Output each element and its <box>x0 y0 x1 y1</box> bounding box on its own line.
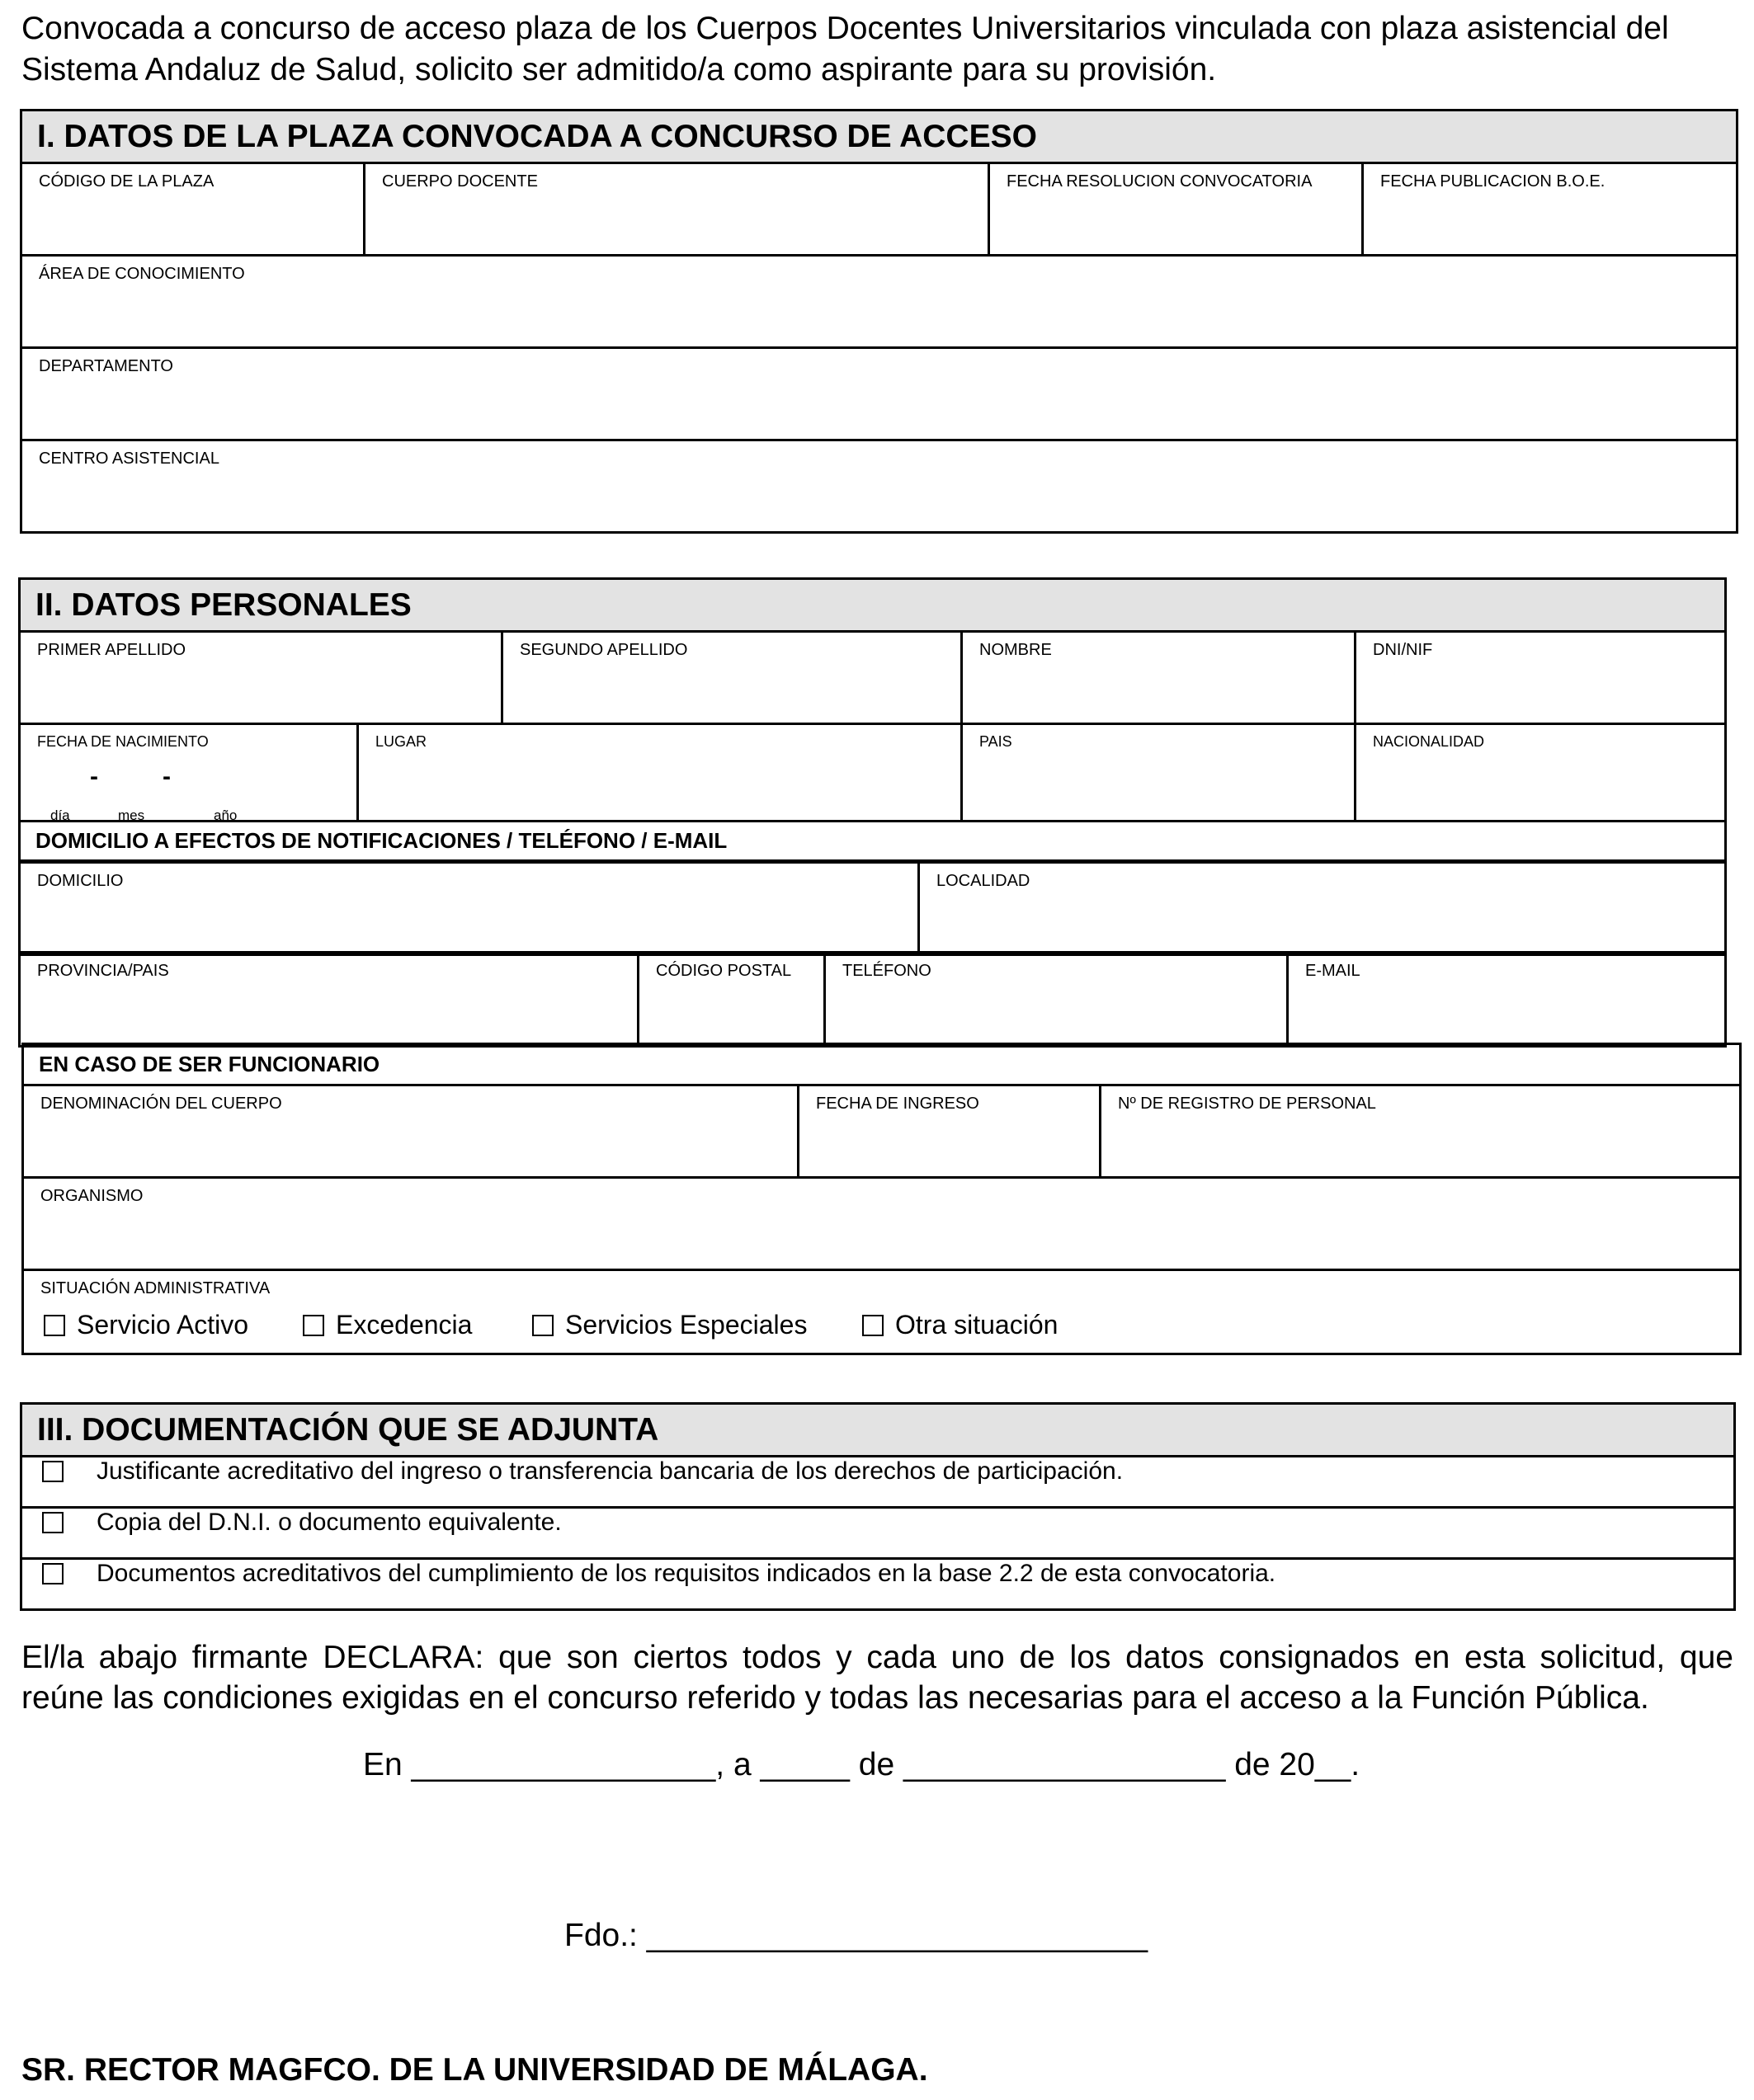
nacionalidad-label: NACIONALIDAD <box>1373 733 1485 750</box>
date-separator-2: - <box>163 763 171 790</box>
provincia-label: PROVINCIA/PAIS <box>37 962 169 980</box>
checkbox-icon[interactable] <box>862 1315 884 1336</box>
mes-label: mes <box>118 808 145 823</box>
checkbox-icon[interactable] <box>532 1315 554 1336</box>
pais-field[interactable] <box>962 724 1356 822</box>
cuerpo-docente-label: CUERPO DOCENTE <box>382 172 538 191</box>
doc-item[interactable] <box>21 1457 1735 1508</box>
anio-label: año <box>214 808 238 823</box>
section-funcionario <box>21 1043 1742 1355</box>
nombre-label: NOMBRE <box>979 641 1052 659</box>
option-label: Otra situación <box>895 1310 1059 1340</box>
option-otra-situacion[interactable] <box>862 1310 1058 1340</box>
option-servicios-especiales[interactable] <box>532 1310 862 1340</box>
doc-item-label: Copia del D.N.I. o documento equivalente. <box>97 1509 562 1536</box>
fecha-nacimiento-label: FECHA DE NACIMIENTO <box>37 733 209 750</box>
segundo-apellido-label: SEGUNDO APELLIDO <box>520 641 688 659</box>
codigo-postal-field[interactable] <box>639 953 825 1047</box>
option-label: Servicios Especiales <box>565 1310 808 1340</box>
centro-asistencial-field[interactable] <box>21 440 1737 533</box>
checkbox-icon[interactable] <box>42 1512 64 1533</box>
domicilio-header: DOMICILIO A EFECTOS DE NOTIFICACIONES / TELÉFONO / E-MAIL <box>20 822 1726 861</box>
telefono-label: TELÉFONO <box>842 962 931 980</box>
domicilio-label: DOMICILIO <box>37 872 124 890</box>
situacion-field <box>23 1270 1741 1354</box>
organismo-field[interactable] <box>23 1178 1741 1270</box>
fecha-ingreso-label: FECHA DE INGRESO <box>816 1095 979 1113</box>
checkbox-icon[interactable] <box>303 1315 324 1336</box>
codigo-plaza-field[interactable] <box>21 163 365 256</box>
codigo-postal-label: CÓDIGO POSTAL <box>656 962 792 980</box>
segundo-apellido-field[interactable] <box>502 632 962 724</box>
option-label: Servicio Activo <box>77 1310 249 1340</box>
primer-apellido-field[interactable] <box>20 632 502 724</box>
fecha-boe-label: FECHA PUBLICACION B.O.E. <box>1380 172 1605 191</box>
section-documentacion-title: III. DOCUMENTACIÓN QUE SE ADJUNTA <box>21 1404 1735 1457</box>
declaration-line-1: El/la abajo firmante DECLARA: que son ciertos todos y cada uno de los datos consignados en esta solicitud, que <box>21 1640 1733 1675</box>
section-plaza <box>20 109 1738 534</box>
telefono-field[interactable] <box>825 953 1288 1047</box>
dni-field[interactable] <box>1356 632 1726 724</box>
doc-item[interactable] <box>21 1508 1735 1559</box>
localidad-label: LOCALIDAD <box>936 872 1030 890</box>
addressee: SR. RECTOR MAGFCO. DE LA UNIVERSIDAD DE MÁLAGA. <box>21 2052 928 2088</box>
fecha-boe-field[interactable] <box>1363 163 1737 256</box>
funcionario-header: EN CASO DE SER FUNCIONARIO <box>23 1044 1741 1085</box>
checkbox-icon[interactable] <box>44 1315 65 1336</box>
declaration-line-2: reúne las condiciones exigidas en el concurso referido y todas las necesarias para el acceso a la Función Pública. <box>21 1680 1649 1716</box>
checkbox-icon[interactable] <box>42 1461 64 1482</box>
departamento-label: DEPARTAMENTO <box>39 357 173 375</box>
email-label: E-MAIL <box>1305 962 1360 980</box>
dia-label: día <box>50 808 70 823</box>
localidad-field[interactable] <box>919 863 1726 955</box>
doc-item[interactable] <box>21 1559 1735 1610</box>
fecha-nacimiento-field[interactable] <box>20 724 358 822</box>
section-plaza-title: I. DATOS DE LA PLAZA CONVOCADA A CONCURSO DE ACCESO <box>21 111 1737 163</box>
fecha-resolucion-label: FECHA RESOLUCION CONVOCATORIA <box>1007 172 1313 191</box>
email-field[interactable] <box>1288 953 1726 1047</box>
registro-personal-label: Nº DE REGISTRO DE PERSONAL <box>1118 1095 1376 1113</box>
option-excedencia[interactable] <box>303 1310 532 1340</box>
lugar-field[interactable] <box>358 724 962 822</box>
area-conocimiento-field[interactable] <box>21 256 1737 348</box>
situacion-label: SITUACIÓN ADMINISTRATIVA <box>40 1279 271 1297</box>
nacionalidad-field[interactable] <box>1356 724 1726 822</box>
centro-asistencial-label: CENTRO ASISTENCIAL <box>39 450 219 468</box>
codigo-plaza-label: CÓDIGO DE LA PLAZA <box>39 172 215 191</box>
domicilio-table-1 <box>18 861 1727 956</box>
option-servicio-activo[interactable] <box>44 1310 303 1340</box>
departamento-field[interactable] <box>21 348 1737 440</box>
doc-item-label: Documentos acreditativos del cumplimiento de los requisitos indicados en la base 2.2 de esta convocatoria. <box>97 1560 1276 1587</box>
provincia-field[interactable] <box>20 953 639 1047</box>
doc-item-label: Justificante acreditativo del ingreso o transferencia bancaria de los derechos de participación. <box>97 1457 1124 1485</box>
lugar-label: LUGAR <box>375 733 427 750</box>
nombre-field[interactable] <box>962 632 1356 724</box>
domicilio-field[interactable] <box>20 863 919 955</box>
declaration-text <box>21 1637 1733 1718</box>
option-label: Excedencia <box>336 1310 473 1340</box>
organismo-label: ORGANISMO <box>40 1187 144 1205</box>
pais-label: PAIS <box>979 733 1012 750</box>
signature-line[interactable]: Fdo.: ____________________________ <box>564 1918 1148 1953</box>
area-conocimiento-label: ÁREA DE CONOCIMIENTO <box>39 265 245 283</box>
fecha-resolucion-field[interactable] <box>989 163 1363 256</box>
section-personales <box>18 577 1727 862</box>
date-separator-1: - <box>90 763 98 790</box>
situacion-options <box>24 1298 1739 1340</box>
registro-personal-field[interactable] <box>1101 1085 1741 1178</box>
intro-text: Convocada a concurso de acceso plaza de los Cuerpos Docentes Universitarios vinculada con plaza asistencial del Sistema Andaluz de Salud, solicito ser admitido/a como aspirante para su provisión. <box>21 11 1669 87</box>
section-personales-title: II. DATOS PERSONALES <box>20 579 1726 632</box>
checkbox-icon[interactable] <box>42 1563 64 1584</box>
denominacion-label: DENOMINACIÓN DEL CUERPO <box>40 1095 282 1113</box>
primer-apellido-label: PRIMER APELLIDO <box>37 641 186 659</box>
dni-label: DNI/NIF <box>1373 641 1433 659</box>
domicilio-table-2 <box>18 951 1727 1048</box>
cuerpo-docente-field[interactable] <box>365 163 989 256</box>
denominacion-field[interactable] <box>23 1085 799 1178</box>
place-date-line[interactable]: En _________________, a _____ de __________________ de 20__. <box>363 1747 1360 1782</box>
section-documentacion <box>20 1402 1736 1611</box>
fecha-ingreso-field[interactable] <box>799 1085 1101 1178</box>
